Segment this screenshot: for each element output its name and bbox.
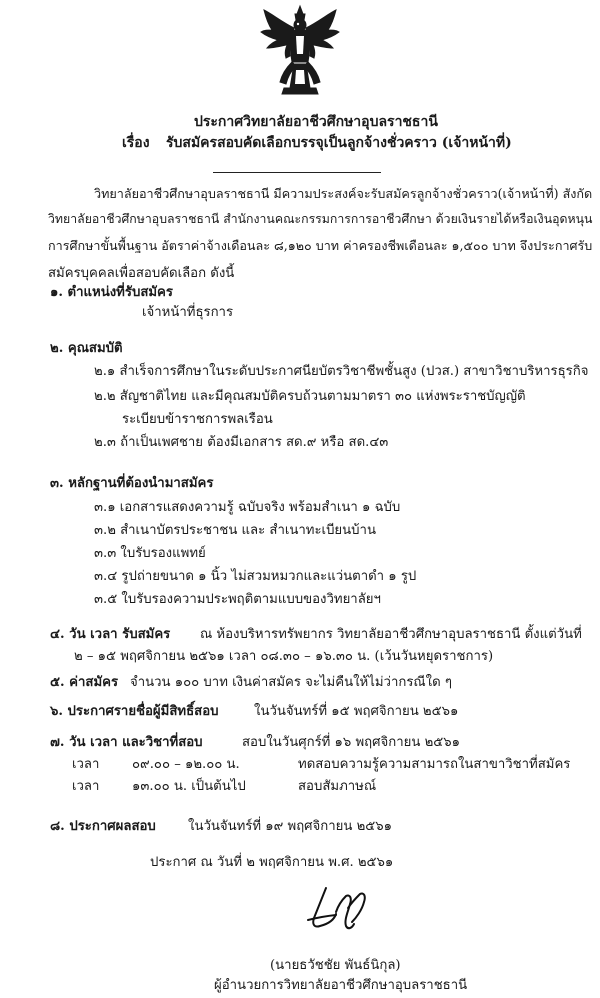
- intro-line-2: วิทยาลัยอาชีวศึกษาอุบลราชธานี สำนักงานคณะกรรมการการอาชีวศึกษา ด้วยเงินรายได้หรือเงินอุดหนุน: [48, 212, 593, 226]
- signer-name: (นายธวัชชัย พันธ์นิกุล): [270, 958, 401, 973]
- section-5-text: จำนวน ๑๐๐ บาท เงินค่าสมัคร จะไม่คืนให้ไม่ว่ากรณีใด ๆ: [130, 675, 452, 690]
- section-2-item: ๒.๓ ถ้าเป็นเพศชาย ต้องมีเอกสาร สด.๙ หรือ สด.๔๓: [94, 435, 389, 450]
- section-3-item: ๓.๒ สำเนาบัตรประชาชน และ สำเนาทะเบียนบ้าน: [94, 523, 376, 538]
- handwritten-signature: [306, 884, 368, 932]
- schedule-subject: สอบสัมภาษณ์: [298, 779, 377, 794]
- section-4-heading: ๔. วัน เวลา รับสมัคร: [50, 627, 171, 642]
- section-2-item-continuation: ระเบียบข้าราชการพลเรือน: [122, 412, 273, 427]
- section-8-heading: ๘. ประกาศผลสอบ: [50, 819, 156, 834]
- subject-text: รับสมัครสอบคัดเลือกบรรจุเป็นลูกจ้างชั่วคราว (เจ้าหน้าที่): [166, 135, 512, 151]
- section-3-item: ๓.๔ รูปถ่ายขนาด ๑ นิ้ว ไม่สวมหมวกและแว่นตาดำ ๑ รูป: [94, 569, 417, 584]
- intro-line-3: การศึกษาขั้นพื้นฐาน อัตราค่าจ้างเดือนละ ๘,๑๒๐ บาท ค่าครองชีพเดือนละ ๑,๕๐๐ บาท จึงประกาศรับ: [48, 238, 593, 253]
- schedule-time-label: เวลา: [72, 757, 100, 772]
- section-3-item: ๓.๓ ใบรับรองแพทย์: [94, 546, 206, 561]
- schedule-time-label: เวลา: [72, 779, 100, 794]
- section-3-item: ๓.๕ ใบรับรองความประพฤติตามแบบของวิทยาลัยฯ: [94, 592, 381, 607]
- section-1-position: เจ้าหน้าที่ธุรการ: [142, 305, 234, 320]
- intro-line-4: สมัครบุคคลเพื่อสอบคัดเลือก ดังนี้: [48, 266, 235, 281]
- signer-title: ผู้อำนวยการวิทยาลัยอาชีวศึกษาอุบลราชธานี: [214, 978, 468, 993]
- schedule-subject: ทดสอบความรู้ความสามารถในสาขาวิชาที่สมัคร: [298, 757, 571, 772]
- section-6-heading: ๖. ประกาศรายชื่อผู้มีสิทธิ์สอบ: [50, 704, 219, 719]
- section-8-text: ในวันจันทร์ที่ ๑๙ พฤศจิกายน ๒๕๖๑: [188, 819, 393, 834]
- section-3-heading: ๓. หลักฐานที่ต้องนำมาสมัคร: [50, 476, 214, 491]
- section-7-heading: ๗. วัน เวลา และวิชาที่สอบ: [50, 735, 203, 750]
- intro-line-1: วิทยาลัยอาชีวศึกษาอุบลราชธานี มีความประสงค์จะรับสมัครลูกจ้างชั่วคราว(เจ้าหน้าที่) สังกัด: [94, 186, 593, 201]
- schedule-time: ๑๓.๐๐ น. เป็นต้นไป: [132, 779, 246, 794]
- subject-label: เรื่อง: [122, 135, 150, 151]
- section-1-heading: ๑. ตำแหน่งที่รับสมัคร: [50, 285, 173, 300]
- announcement-date: ประกาศ ณ วันที่ ๒ พฤศจิกายน พ.ศ. ๒๕๖๑: [150, 855, 394, 870]
- section-7-text: สอบในวันศุกร์ที่ ๑๖ พฤศจิกายน ๒๕๖๑: [242, 735, 460, 750]
- section-2-item: ๒.๑ สำเร็จการศึกษาในระดับประกาศนียบัตรวิชาชีพชั้นสูง (ปวส.) สาขาวิชาบริหารธุรกิจ: [94, 364, 589, 379]
- section-6-text: ในวันจันทร์ที่ ๑๕ พฤศจิกายน ๒๕๖๑: [254, 704, 459, 719]
- section-4-text: ณ ห้องบริหารทรัพยากร วิทยาลัยอาชีวศึกษาอุบลราชธานี ตั้งแต่วันที่: [200, 627, 582, 642]
- section-2-item: ๒.๒ สัญชาติไทย และมีคุณสมบัติครบถ้วนตามมาตรา ๓๐ แห่งพระราชบัญญัติ: [94, 389, 526, 404]
- section-3-item: ๓.๑ เอกสารแสดงความรู้ ฉบับจริง พร้อมสำเนา ๑ ฉบับ: [94, 500, 401, 515]
- garuda-emblem-icon: [258, 4, 342, 98]
- section-2-heading: ๒. คุณสมบัติ: [50, 341, 123, 356]
- section-4-dates: ๒ – ๑๕ พฤศจิกายน ๒๕๖๑ เวลา ๐๘.๓๐ – ๑๖.๓๐ น. (เว้นวันหยุดราชการ): [74, 649, 494, 664]
- schedule-time: ๐๙.๐๐ – ๑๒.๐๐ น.: [132, 757, 240, 772]
- section-5-heading: ๕. ค่าสมัคร: [50, 675, 119, 690]
- title-divider: [213, 172, 381, 173]
- announcement-title: ประกาศวิทยาลัยอาชีวศึกษาอุบลราชธานี: [194, 114, 438, 130]
